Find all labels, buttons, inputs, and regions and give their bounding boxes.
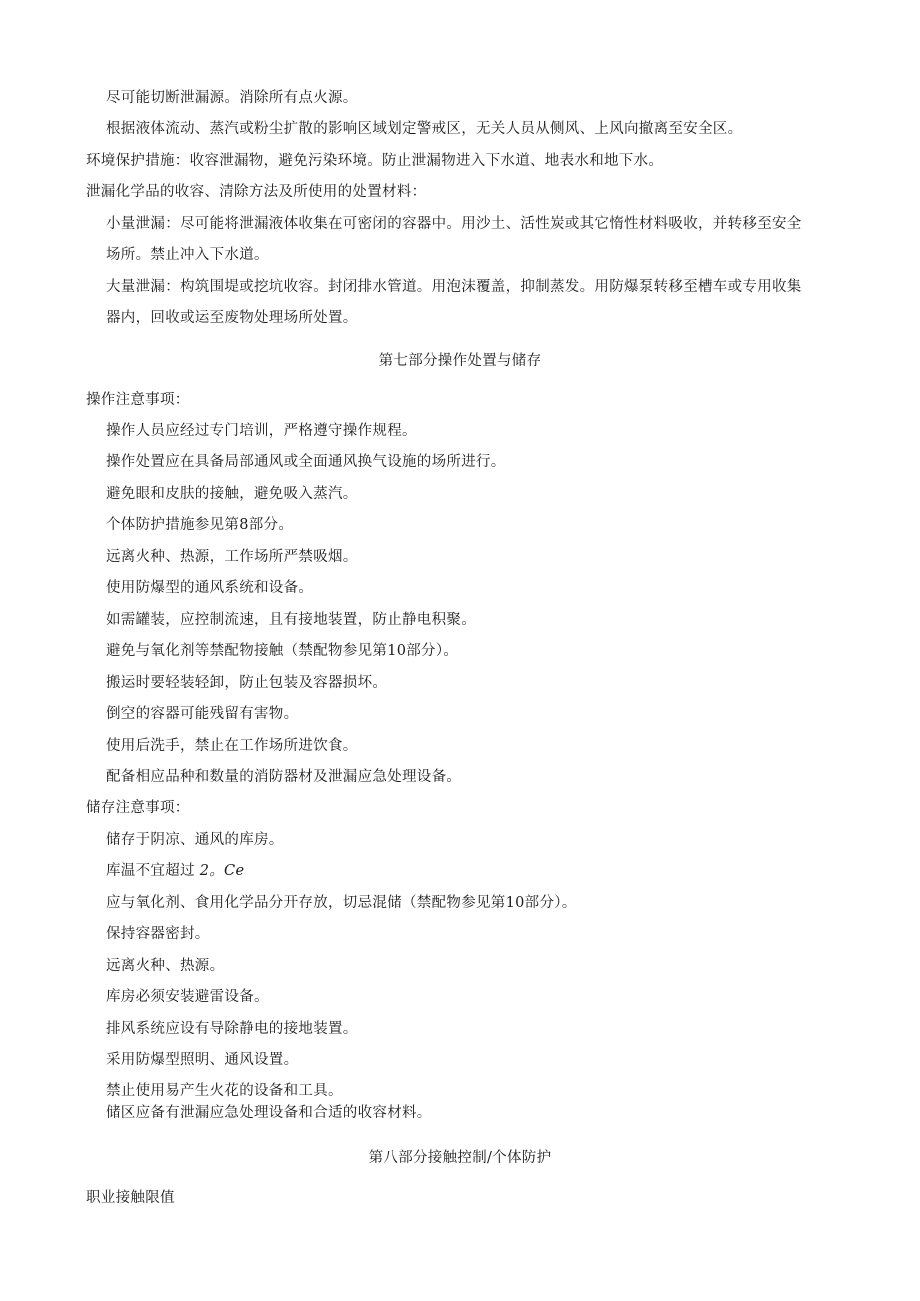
handling-item: 个体防护措施参见第8部分。 — [106, 517, 294, 533]
small-spill-line-2: 场所。禁止冲入下水道。 — [106, 247, 269, 263]
storage-item: 保持容器密封。 — [106, 926, 210, 942]
paragraph-line: 根据液体流动、蒸汽或粉尘扩散的影响区域划定警戒区，无关人员从侧风、上风向撤离至安全区。 — [106, 121, 743, 137]
oel-heading: 职业接触限值 — [86, 1190, 175, 1206]
storage-heading: 储存注意事项： — [86, 800, 190, 816]
large-spill-line-1: 大量泄漏：构筑围堤或挖坑收容。封闭排水管道。用泡沫覆盖，抑制蒸发。用防爆泵转移至槽车或专用收集 — [106, 279, 802, 295]
section-7-title: 第七部分操作处置与储存 — [378, 353, 542, 369]
large-spill-line-2: 器内，回收或运至废物处理场所处置。 — [106, 310, 358, 326]
handling-item: 搬运时要轻装轻卸，防止包装及容器损坏。 — [106, 675, 388, 691]
handling-item: 配备相应品种和数量的消防器材及泄漏应急处理设备。 — [106, 769, 462, 785]
handling-item: 使用后洗手，禁止在工作场所进饮食。 — [106, 738, 358, 754]
handling-item: 远离火种、热源，工作场所严禁吸烟。 — [106, 549, 358, 565]
storage-temp-prefix: 库温不宜超过 — [106, 863, 195, 879]
storage-item: 采用防爆型照明、通风设置。 — [106, 1052, 299, 1068]
section-8-title: 第八部分接触控制/个体防护 — [368, 1150, 552, 1166]
paragraph-line: 尽可能切断泄漏源。消除所有点火源。 — [106, 90, 358, 106]
handling-item: 操作处置应在具备局部通风或全面通风换气设施的场所进行。 — [106, 454, 506, 470]
storage-item: 应与氧化剂、食用化学品分开存放，切忌混储（禁配物参见第10部分）。 — [106, 895, 577, 911]
handling-item: 使用防爆型的通风系统和设备。 — [106, 580, 314, 596]
handling-item: 倒空的容器可能残留有害物。 — [106, 706, 299, 722]
small-spill-line-1: 小量泄漏：尽可能将泄漏液体收集在可密闭的容器中。用沙土、活性炭或其它惰性材料吸收，并转移至安全 — [106, 216, 802, 232]
env-protection-line: 环境保护措施：收容泄漏物，避免污染环境。防止泄漏物进入下水道、地表水和地下水。 — [86, 153, 664, 169]
storage-item: 远离火种、热源。 — [106, 958, 225, 974]
storage-item: 储存于阴凉、通风的库房。 — [106, 832, 284, 848]
handling-item: 操作人员应经过专门培训，严格遵守操作规程。 — [106, 423, 417, 439]
storage-item: 禁止使用易产生火花的设备和工具。 — [106, 1083, 343, 1099]
handling-item: 避免与氧化剂等禁配物接触（禁配物参见第10部分）。 — [106, 643, 459, 659]
storage-item: 库房必须安装避雷设备。 — [106, 989, 269, 1005]
cleanup-heading: 泄漏化学品的收容、清除方法及所使用的处置材料： — [86, 184, 427, 200]
handling-item: 如需罐装，应控制流速，且有接地装置，防止静电积聚。 — [106, 612, 476, 628]
storage-item: 排风系统应设有导除静电的接地装置。 — [106, 1021, 358, 1037]
storage-item: 储区应备有泄漏应急处理设备和合适的收容材料。 — [106, 1105, 432, 1121]
handling-heading: 操作注意事项： — [86, 392, 190, 408]
storage-temp-value: 2。Ce — [199, 863, 245, 879]
storage-temp-item — [106, 861, 244, 881]
handling-item: 避免眼和皮肤的接触，避免吸入蒸汽。 — [106, 486, 358, 502]
